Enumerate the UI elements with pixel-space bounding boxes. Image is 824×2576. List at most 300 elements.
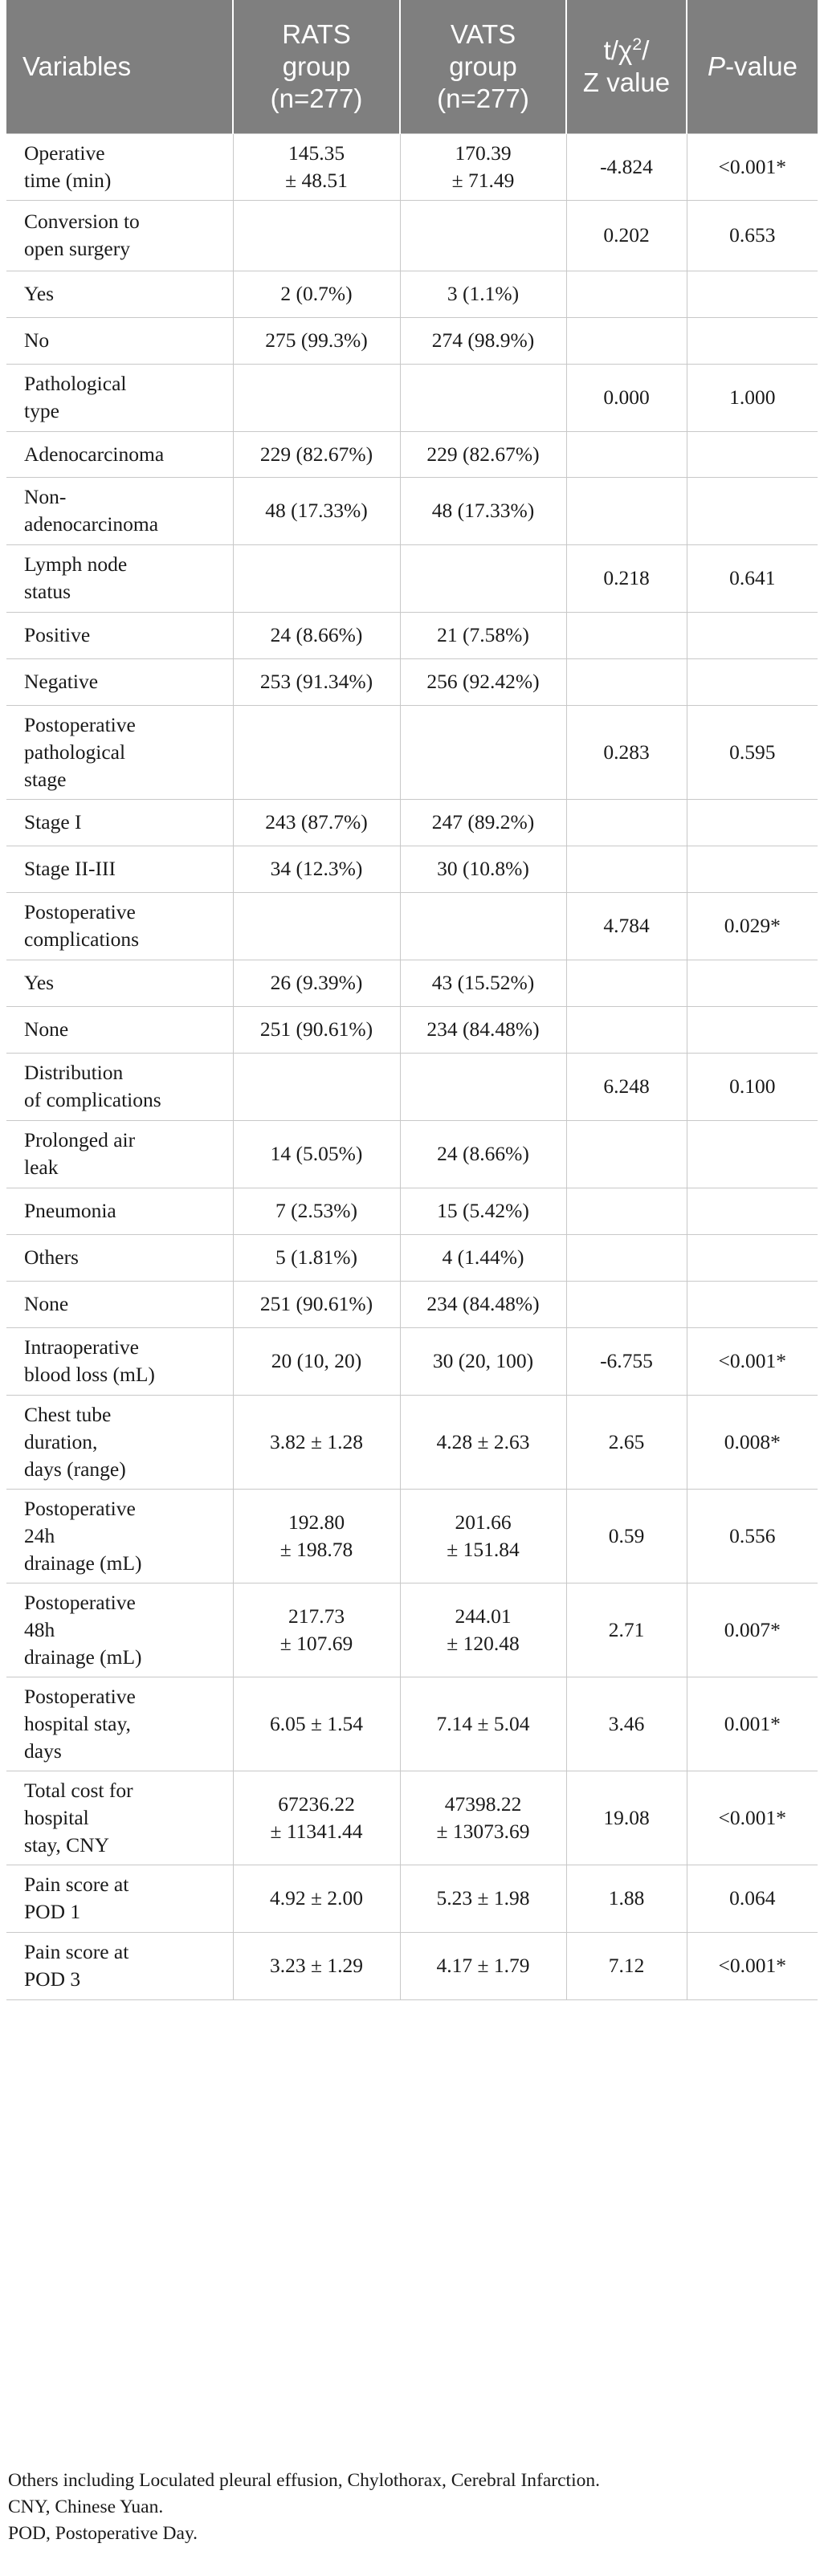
- p-value-cell: <0.001*: [687, 1327, 818, 1395]
- table-row: [6, 1489, 818, 1583]
- vats-value-cell: [400, 200, 566, 271]
- statistic-cell: [566, 612, 687, 658]
- rats-value-line: 243 (87.7%): [265, 810, 368, 834]
- vats-value-cell: [400, 960, 566, 1006]
- variable-line: stage: [24, 767, 67, 791]
- p-value-cell: [687, 477, 818, 544]
- vats-value-cell: [400, 1932, 566, 1999]
- rats-value-cell: [233, 960, 400, 1006]
- variable-cell: [6, 1327, 233, 1395]
- rats-value-cell: [233, 133, 400, 200]
- p-value-cell: [687, 960, 818, 1006]
- rats-value-line: 26 (9.39%): [270, 971, 363, 994]
- vats-value-line: 30 (10.8%): [437, 857, 529, 880]
- variable-cell: [6, 1865, 233, 1932]
- rats-value-line: ± 48.51: [285, 168, 348, 192]
- variable-line: complications: [24, 927, 140, 951]
- table-row: [6, 133, 818, 200]
- variable-line: POD 1: [24, 1900, 81, 1923]
- vats-value-cell: [400, 1771, 566, 1865]
- statistic-cell: [566, 846, 687, 892]
- p-value-cell: 0.029*: [687, 892, 818, 960]
- variable-cell: [6, 658, 233, 705]
- variable-cell: [6, 960, 233, 1006]
- p-value-cell: <0.001*: [687, 133, 818, 200]
- statistic-cell: [566, 271, 687, 317]
- statistic-cell: -4.824: [566, 133, 687, 200]
- rats-value-line: 3.82 ± 1.28: [270, 1429, 363, 1453]
- table-row: [6, 1771, 818, 1865]
- p-value-cell: 0.653: [687, 200, 818, 271]
- header-statistic: [566, 0, 687, 133]
- table-row: [6, 1677, 818, 1771]
- variable-cell: [6, 1677, 233, 1771]
- p-value-cell: 1.000: [687, 364, 818, 431]
- rats-value-line: 217.73: [288, 1604, 345, 1628]
- vats-value-line: 4 (1.44%): [442, 1245, 524, 1269]
- variable-line: None: [24, 1292, 69, 1315]
- variable-line: pathological: [24, 740, 126, 764]
- rats-value-cell: [233, 1395, 400, 1489]
- p-value-cell: [687, 271, 818, 317]
- vats-value-line: 24 (8.66%): [437, 1142, 529, 1165]
- rats-value-line: 7 (2.53%): [275, 1199, 357, 1222]
- results-table: [6, 0, 818, 2000]
- vats-value-line: 234 (84.48%): [426, 1017, 540, 1041]
- header-vats-line2: group: [449, 51, 517, 81]
- header-stat-superscript: 2: [632, 34, 642, 54]
- vats-value-cell: [400, 1327, 566, 1395]
- p-value-cell: [687, 1120, 818, 1188]
- vats-value-cell: [400, 892, 566, 960]
- variable-cell: [6, 317, 233, 364]
- p-value-cell: [687, 1188, 818, 1234]
- rats-value-cell: [233, 892, 400, 960]
- header-variables: [6, 0, 233, 133]
- variable-line: Postoperative: [24, 1590, 136, 1614]
- table-row: [6, 1188, 818, 1234]
- vats-value-line: 244.01: [455, 1604, 512, 1628]
- header-rats-group: [233, 0, 400, 133]
- statistic-cell: 2.65: [566, 1395, 687, 1489]
- table-row: [6, 1932, 818, 1999]
- variable-line: Negative: [24, 670, 99, 693]
- variable-line: Non-: [24, 485, 67, 508]
- vats-value-line: 43 (15.52%): [431, 971, 535, 994]
- p-value-cell: <0.001*: [687, 1932, 818, 1999]
- variable-line: days (range): [24, 1457, 126, 1481]
- rats-value-cell: [233, 1234, 400, 1281]
- variable-line: drainage (mL): [24, 1645, 142, 1669]
- vats-value-line: ± 120.48: [447, 1631, 520, 1655]
- p-value-cell: [687, 658, 818, 705]
- statistic-cell: [566, 1234, 687, 1281]
- variable-line: Distribution: [24, 1061, 124, 1084]
- variable-cell: [6, 1583, 233, 1677]
- header-vats-group: [400, 0, 566, 133]
- vats-value-cell: [400, 1120, 566, 1188]
- variable-line: No: [24, 328, 50, 352]
- vats-value-line: 274 (98.9%): [431, 328, 535, 352]
- p-value-cell: [687, 1234, 818, 1281]
- rats-value-cell: [233, 200, 400, 271]
- statistic-cell: [566, 1281, 687, 1327]
- statistic-cell: 19.08: [566, 1771, 687, 1865]
- rats-value-line: 5 (1.81%): [275, 1245, 357, 1269]
- p-value-cell: [687, 612, 818, 658]
- variable-line: Total cost for: [24, 1778, 133, 1802]
- vats-value-cell: [400, 317, 566, 364]
- vats-value-line: 234 (84.48%): [426, 1292, 540, 1315]
- vats-value-cell: [400, 1281, 566, 1327]
- vats-value-line: 5.23 ± 1.98: [436, 1886, 530, 1910]
- variable-line: leak: [24, 1156, 59, 1179]
- vats-value-cell: [400, 612, 566, 658]
- table-row: [6, 658, 818, 705]
- p-value-cell: 0.008*: [687, 1395, 818, 1489]
- rats-value-line: 145.35: [288, 141, 345, 165]
- rats-value-cell: [233, 1932, 400, 1999]
- variable-cell: [6, 271, 233, 317]
- rats-value-line: 67236.22: [278, 1791, 355, 1816]
- rats-value-cell: [233, 1865, 400, 1932]
- variable-line: Pneumonia: [24, 1199, 116, 1222]
- vats-value-cell: [400, 1395, 566, 1489]
- statistic-cell: [566, 477, 687, 544]
- vats-value-cell: [400, 1053, 566, 1120]
- table-row: [6, 317, 818, 364]
- p-value-cell: [687, 799, 818, 846]
- variable-cell: [6, 1281, 233, 1327]
- variable-cell: [6, 1006, 233, 1053]
- variable-line: Postoperative: [24, 712, 136, 736]
- vats-value-cell: [400, 1865, 566, 1932]
- vats-value-cell: [400, 1006, 566, 1053]
- p-value-cell: 0.064: [687, 1865, 818, 1932]
- footnote-line: Others including Loculated pleural effusion, Chylothorax, Cerebral Infarction.: [8, 2470, 600, 2491]
- statistic-cell: 2.71: [566, 1583, 687, 1677]
- vats-value-line: 4.17 ± 1.79: [436, 1954, 530, 1977]
- rats-value-line: 251 (90.61%): [259, 1292, 373, 1315]
- table-body: [6, 133, 818, 1999]
- vats-value-cell: [400, 799, 566, 846]
- variable-line: Postoperative: [24, 1496, 136, 1520]
- variable-line: 48h: [24, 1617, 55, 1641]
- variable-cell: [6, 477, 233, 544]
- rats-value-cell: [233, 1771, 400, 1865]
- rats-value-cell: [233, 1281, 400, 1327]
- vats-value-line: 7.14 ± 5.04: [436, 1711, 530, 1735]
- variable-line: of complications: [24, 1088, 161, 1111]
- variable-cell: [6, 1932, 233, 1999]
- variable-line: days: [24, 1738, 62, 1763]
- variable-cell: [6, 544, 233, 612]
- p-value-cell: 0.641: [687, 544, 818, 612]
- table-row: [6, 799, 818, 846]
- rats-value-line: 3.23 ± 1.29: [270, 1954, 363, 1977]
- rats-value-line: 24 (8.66%): [270, 623, 363, 646]
- rats-value-line: 20 (10, 20): [271, 1349, 362, 1372]
- vats-value-cell: [400, 431, 566, 477]
- variable-line: Pain score at: [24, 1873, 129, 1896]
- vats-value-line: ± 71.49: [451, 168, 515, 192]
- table-footnotes: [8, 2468, 811, 2547]
- variable-line: Pathological: [24, 372, 127, 395]
- statistic-cell: [566, 658, 687, 705]
- header-p-value: [687, 0, 818, 133]
- p-value-cell: [687, 846, 818, 892]
- rats-value-cell: [233, 477, 400, 544]
- p-value-cell: 0.007*: [687, 1583, 818, 1677]
- statistic-cell: 1.88: [566, 1865, 687, 1932]
- vats-value-line: 256 (92.42%): [426, 670, 540, 693]
- header-vats-line3: (n=277): [437, 83, 529, 113]
- vats-value-cell: [400, 1583, 566, 1677]
- rats-value-cell: [233, 799, 400, 846]
- header-stat-line1: [567, 35, 686, 67]
- variable-cell: [6, 799, 233, 846]
- variable-line: Positive: [24, 623, 91, 646]
- rats-value-cell: [233, 1120, 400, 1188]
- rats-value-cell: [233, 271, 400, 317]
- table-row: [6, 271, 818, 317]
- rats-value-cell: [233, 612, 400, 658]
- variable-cell: [6, 846, 233, 892]
- vats-value-line: 15 (5.42%): [437, 1199, 529, 1222]
- header-rats-line3: (n=277): [270, 83, 363, 113]
- variable-cell: [6, 431, 233, 477]
- vats-value-cell: [400, 544, 566, 612]
- header-p-italic: P: [708, 51, 726, 81]
- table-row: [6, 431, 818, 477]
- variable-line: Stage I: [24, 810, 82, 834]
- statistic-cell: [566, 960, 687, 1006]
- statistic-cell: [566, 1006, 687, 1053]
- rats-value-line: 253 (91.34%): [259, 670, 373, 693]
- p-value-cell: [687, 1281, 818, 1327]
- rats-value-line: ± 11341.44: [270, 1819, 363, 1843]
- rats-value-cell: [233, 1489, 400, 1583]
- table-header: [6, 0, 818, 133]
- rats-value-cell: [233, 1053, 400, 1120]
- variable-line: Others: [24, 1245, 79, 1269]
- vats-value-line: 229 (82.67%): [426, 442, 540, 466]
- table-row: [6, 612, 818, 658]
- statistic-cell: [566, 317, 687, 364]
- variable-line: 24h: [24, 1523, 55, 1547]
- variable-line: Chest tube: [24, 1402, 112, 1426]
- statistic-cell: 7.12: [566, 1932, 687, 1999]
- variable-line: Yes: [24, 282, 55, 305]
- vats-value-line: 201.66: [455, 1510, 512, 1534]
- vats-value-line: 170.39: [455, 141, 512, 165]
- variable-line: Prolonged air: [24, 1128, 136, 1151]
- statistic-cell: [566, 799, 687, 846]
- p-value-cell: <0.001*: [687, 1771, 818, 1865]
- vats-value-cell: [400, 133, 566, 200]
- header-variables-text: Variables: [22, 51, 132, 81]
- header-p-rest: -value: [725, 51, 797, 81]
- variable-line: POD 3: [24, 1967, 81, 1991]
- footnote-line: POD, Postoperative Day.: [8, 2523, 198, 2544]
- vats-value-cell: [400, 846, 566, 892]
- vats-value-cell: [400, 1489, 566, 1583]
- rats-value-cell: [233, 544, 400, 612]
- vats-value-cell: [400, 364, 566, 431]
- vats-value-line: 47398.22: [444, 1791, 522, 1816]
- table-row: [6, 200, 818, 271]
- vats-value-cell: [400, 705, 566, 799]
- rats-value-line: 34 (12.3%): [270, 857, 363, 880]
- vats-value-cell: [400, 271, 566, 317]
- rats-value-line: ± 107.69: [279, 1631, 353, 1655]
- header-vats-line1: VATS: [450, 18, 516, 49]
- rats-value-line: 192.80: [288, 1510, 345, 1534]
- statistic-cell: 3.46: [566, 1677, 687, 1771]
- vats-value-cell: [400, 477, 566, 544]
- table-row: [6, 705, 818, 799]
- p-value-cell: [687, 1006, 818, 1053]
- vats-value-line: ± 13073.69: [436, 1819, 530, 1843]
- footnote-line: CNY, Chinese Yuan.: [8, 2497, 164, 2517]
- rats-value-cell: [233, 317, 400, 364]
- statistic-cell: 0.202: [566, 200, 687, 271]
- header-stat-slash: /: [642, 35, 650, 65]
- variable-cell: [6, 892, 233, 960]
- variable-cell: [6, 364, 233, 431]
- variable-cell: [6, 1395, 233, 1489]
- rats-value-cell: [233, 1583, 400, 1677]
- variable-cell: [6, 133, 233, 200]
- variable-line: hospital: [24, 1805, 89, 1829]
- variable-line: duration,: [24, 1429, 98, 1453]
- rats-value-line: 48 (17.33%): [265, 499, 368, 522]
- rats-value-cell: [233, 1188, 400, 1234]
- variable-line: Postoperative: [24, 1684, 136, 1708]
- vats-value-line: 21 (7.58%): [437, 623, 529, 646]
- header-stat-symbol: t/χ: [603, 35, 633, 65]
- variable-line: blood loss (mL): [24, 1363, 155, 1386]
- variable-cell: [6, 200, 233, 271]
- rats-value-line: ± 198.78: [279, 1537, 353, 1561]
- vats-value-line: 48 (17.33%): [431, 499, 535, 522]
- variable-line: Operative: [24, 141, 105, 165]
- variable-line: Conversion to: [24, 210, 140, 233]
- statistic-cell: [566, 1120, 687, 1188]
- variable-line: drainage (mL): [24, 1551, 142, 1575]
- variable-line: time (min): [24, 168, 112, 192]
- table-row: [6, 364, 818, 431]
- table-row: [6, 1234, 818, 1281]
- table-container: [6, 0, 818, 2000]
- variable-line: hospital stay,: [24, 1711, 131, 1735]
- statistic-cell: 0.283: [566, 705, 687, 799]
- vats-value-line: 30 (20, 100): [432, 1349, 534, 1372]
- rats-value-line: 251 (90.61%): [259, 1017, 373, 1041]
- rats-value-cell: [233, 846, 400, 892]
- rats-value-line: 229 (82.67%): [259, 442, 373, 466]
- p-value-cell: 0.595: [687, 705, 818, 799]
- variable-cell: [6, 1489, 233, 1583]
- variable-line: stay, CNY: [24, 1832, 110, 1857]
- rats-value-cell: [233, 1327, 400, 1395]
- statistic-cell: [566, 1188, 687, 1234]
- header-stat-line2: Z value: [582, 67, 671, 97]
- p-value-cell: 0.100: [687, 1053, 818, 1120]
- table-row: [6, 1281, 818, 1327]
- rats-value-cell: [233, 1006, 400, 1053]
- table-row: [6, 477, 818, 544]
- vats-value-cell: [400, 1677, 566, 1771]
- header-rats-line2: group: [282, 51, 351, 81]
- variable-cell: [6, 1053, 233, 1120]
- rats-value-cell: [233, 431, 400, 477]
- variable-cell: [6, 1120, 233, 1188]
- vats-value-line: 4.28 ± 2.63: [436, 1429, 530, 1453]
- variable-line: status: [24, 580, 71, 603]
- table-row: [6, 1327, 818, 1395]
- rats-value-line: 2 (0.7%): [280, 282, 353, 305]
- statistic-cell: 0.218: [566, 544, 687, 612]
- rats-value-line: 275 (99.3%): [265, 328, 368, 352]
- rats-value-line: 14 (5.05%): [270, 1142, 363, 1165]
- variable-line: adenocarcinoma: [24, 512, 159, 536]
- table-row: [6, 1395, 818, 1489]
- statistic-cell: 0.59: [566, 1489, 687, 1583]
- variable-line: open surgery: [24, 237, 130, 260]
- vats-value-line: 247 (89.2%): [431, 810, 535, 834]
- rats-value-cell: [233, 1677, 400, 1771]
- p-value-cell: [687, 317, 818, 364]
- vats-value-line: ± 151.84: [447, 1537, 520, 1561]
- variable-cell: [6, 1234, 233, 1281]
- table-row: [6, 544, 818, 612]
- variable-line: Adenocarcinoma: [24, 442, 165, 466]
- p-value-cell: 0.556: [687, 1489, 818, 1583]
- variable-line: Pain score at: [24, 1940, 129, 1963]
- variable-cell: [6, 1188, 233, 1234]
- variable-line: Intraoperative: [24, 1335, 140, 1359]
- vats-value-cell: [400, 658, 566, 705]
- rats-value-cell: [233, 364, 400, 431]
- table-row: [6, 960, 818, 1006]
- statistic-cell: 0.000: [566, 364, 687, 431]
- header-row: [6, 0, 818, 133]
- table-row: [6, 1053, 818, 1120]
- vats-value-cell: [400, 1234, 566, 1281]
- statistic-cell: 4.784: [566, 892, 687, 960]
- variable-cell: [6, 705, 233, 799]
- rats-value-cell: [233, 705, 400, 799]
- variable-line: type: [24, 399, 59, 422]
- vats-value-cell: [400, 1188, 566, 1234]
- table-row: [6, 1865, 818, 1932]
- p-value-cell: [687, 431, 818, 477]
- vats-value-line: 3 (1.1%): [447, 282, 520, 305]
- rats-value-cell: [233, 658, 400, 705]
- table-row: [6, 846, 818, 892]
- variable-line: Stage II-III: [24, 857, 116, 880]
- statistic-cell: 6.248: [566, 1053, 687, 1120]
- table-row: [6, 1006, 818, 1053]
- variable-line: Postoperative: [24, 900, 136, 923]
- table-row: [6, 892, 818, 960]
- variable-cell: [6, 612, 233, 658]
- header-rats-line1: RATS: [282, 18, 351, 49]
- table-row: [6, 1120, 818, 1188]
- rats-value-line: 6.05 ± 1.54: [270, 1711, 363, 1735]
- variable-line: Yes: [24, 971, 55, 994]
